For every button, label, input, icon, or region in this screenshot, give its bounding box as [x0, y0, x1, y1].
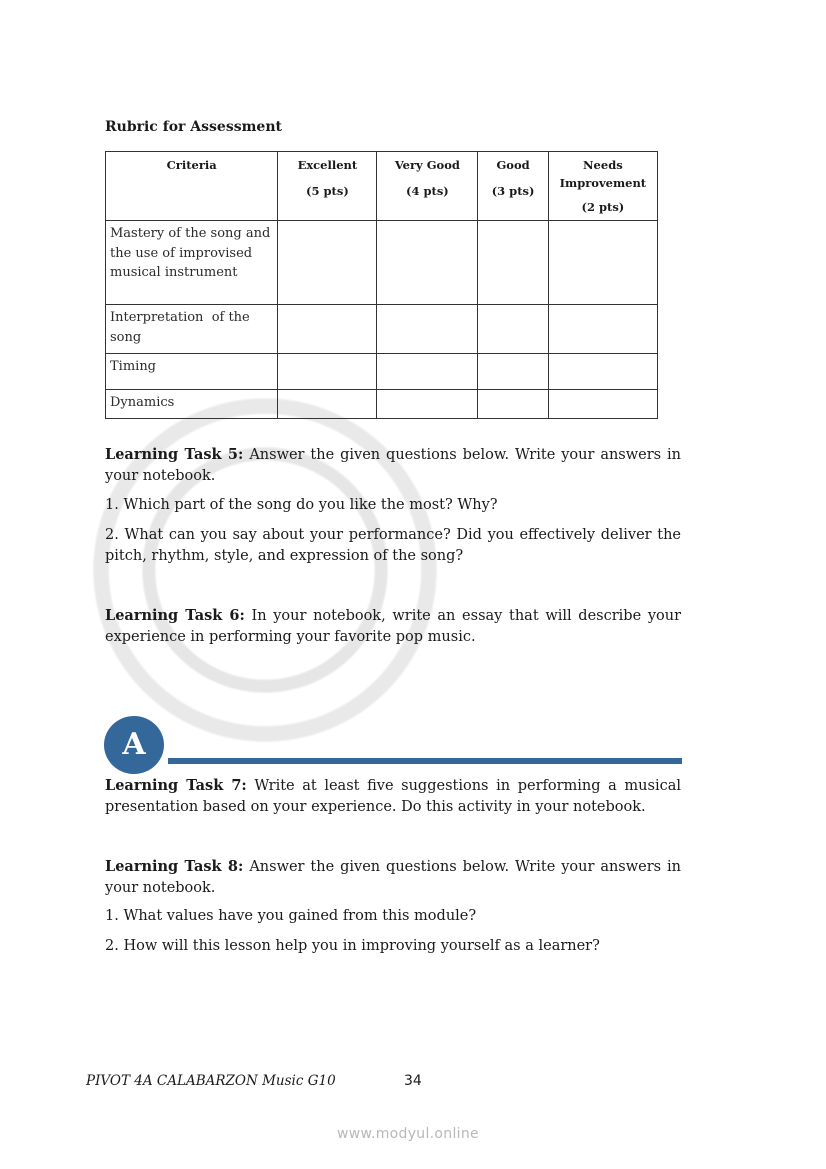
criteria-cell: Timing — [106, 354, 278, 390]
task5-question-1: 1. Which part of the song do you like the most? Why? — [105, 497, 498, 513]
criteria-cell: Mastery of the song and the use of improvised musical instrument — [106, 221, 278, 305]
table-row — [106, 390, 658, 419]
section-divider-bar — [168, 758, 682, 764]
task8-question-2: 2. How will this lesson help you in improving yourself as a learner? — [105, 938, 600, 954]
watermark-seal — [85, 385, 445, 755]
task8-question-1: 1. What values have you gained from this module? — [105, 908, 477, 924]
table-header-row — [106, 152, 658, 221]
score-cell — [478, 221, 548, 305]
table-row — [106, 221, 658, 305]
header-good: Good (3 pts) — [478, 152, 548, 221]
table-row — [106, 354, 658, 390]
score-cell — [478, 354, 548, 390]
score-cell — [377, 221, 478, 305]
website-watermark: www.modyul.online — [337, 1126, 479, 1142]
learning-task-6 — [105, 605, 681, 648]
learning-task-7 — [105, 775, 681, 818]
task-instructions: Answer the given questions below. Write your answers in your notebook. — [105, 859, 682, 896]
task-instructions: Answer the given questions below. Write your answers in your notebook. — [105, 447, 682, 484]
criteria-cell: Interpretation of the song — [106, 305, 278, 354]
score-cell — [478, 390, 548, 419]
table-row — [106, 305, 658, 354]
learning-task-8 — [105, 856, 681, 899]
header-very-good: Very Good (4 pts) — [377, 152, 478, 221]
score-cell — [278, 305, 377, 354]
score-cell — [548, 221, 657, 305]
task-instructions: Write at least five suggestions in performing a musical presentation based on your experience. Do this activity in your notebook. — [105, 778, 682, 815]
section-a-badge: A — [104, 716, 164, 774]
task-label: Learning Task 7: — [105, 777, 247, 794]
score-cell — [278, 354, 377, 390]
header-excellent: Excellent (5 pts) — [278, 152, 377, 221]
footer-title: PIVOT 4A CALABARZON Music G10 — [86, 1073, 336, 1089]
task5-question-2: 2. What can you say about your performance? Did you effectively deliver the pitch, rhythm, style, and expression of the song? — [105, 527, 681, 564]
criteria-cell: Dynamics — [106, 390, 278, 419]
task-label: Learning Task 8: — [105, 858, 244, 875]
header-criteria: Criteria — [106, 152, 278, 221]
task-label: Learning Task 5: — [105, 446, 244, 463]
rubric-title: Rubric for Assessment — [105, 119, 282, 135]
score-cell — [377, 305, 478, 354]
score-cell — [478, 305, 548, 354]
score-cell — [278, 390, 377, 419]
score-cell — [548, 390, 657, 419]
header-needs-improvement: Needs Improvement (2 pts) — [548, 152, 657, 221]
score-cell — [548, 305, 657, 354]
learning-task-5 — [105, 444, 681, 487]
score-cell — [278, 221, 377, 305]
rubric-table — [105, 151, 658, 419]
score-cell — [377, 390, 478, 419]
score-cell — [377, 354, 478, 390]
task-instructions: In your notebook, write an essay that will describe your experience in performing your favorite pop music. — [105, 608, 682, 645]
task-label: Learning Task 6: — [105, 607, 245, 624]
page-number: 34 — [404, 1073, 422, 1089]
score-cell — [548, 354, 657, 390]
